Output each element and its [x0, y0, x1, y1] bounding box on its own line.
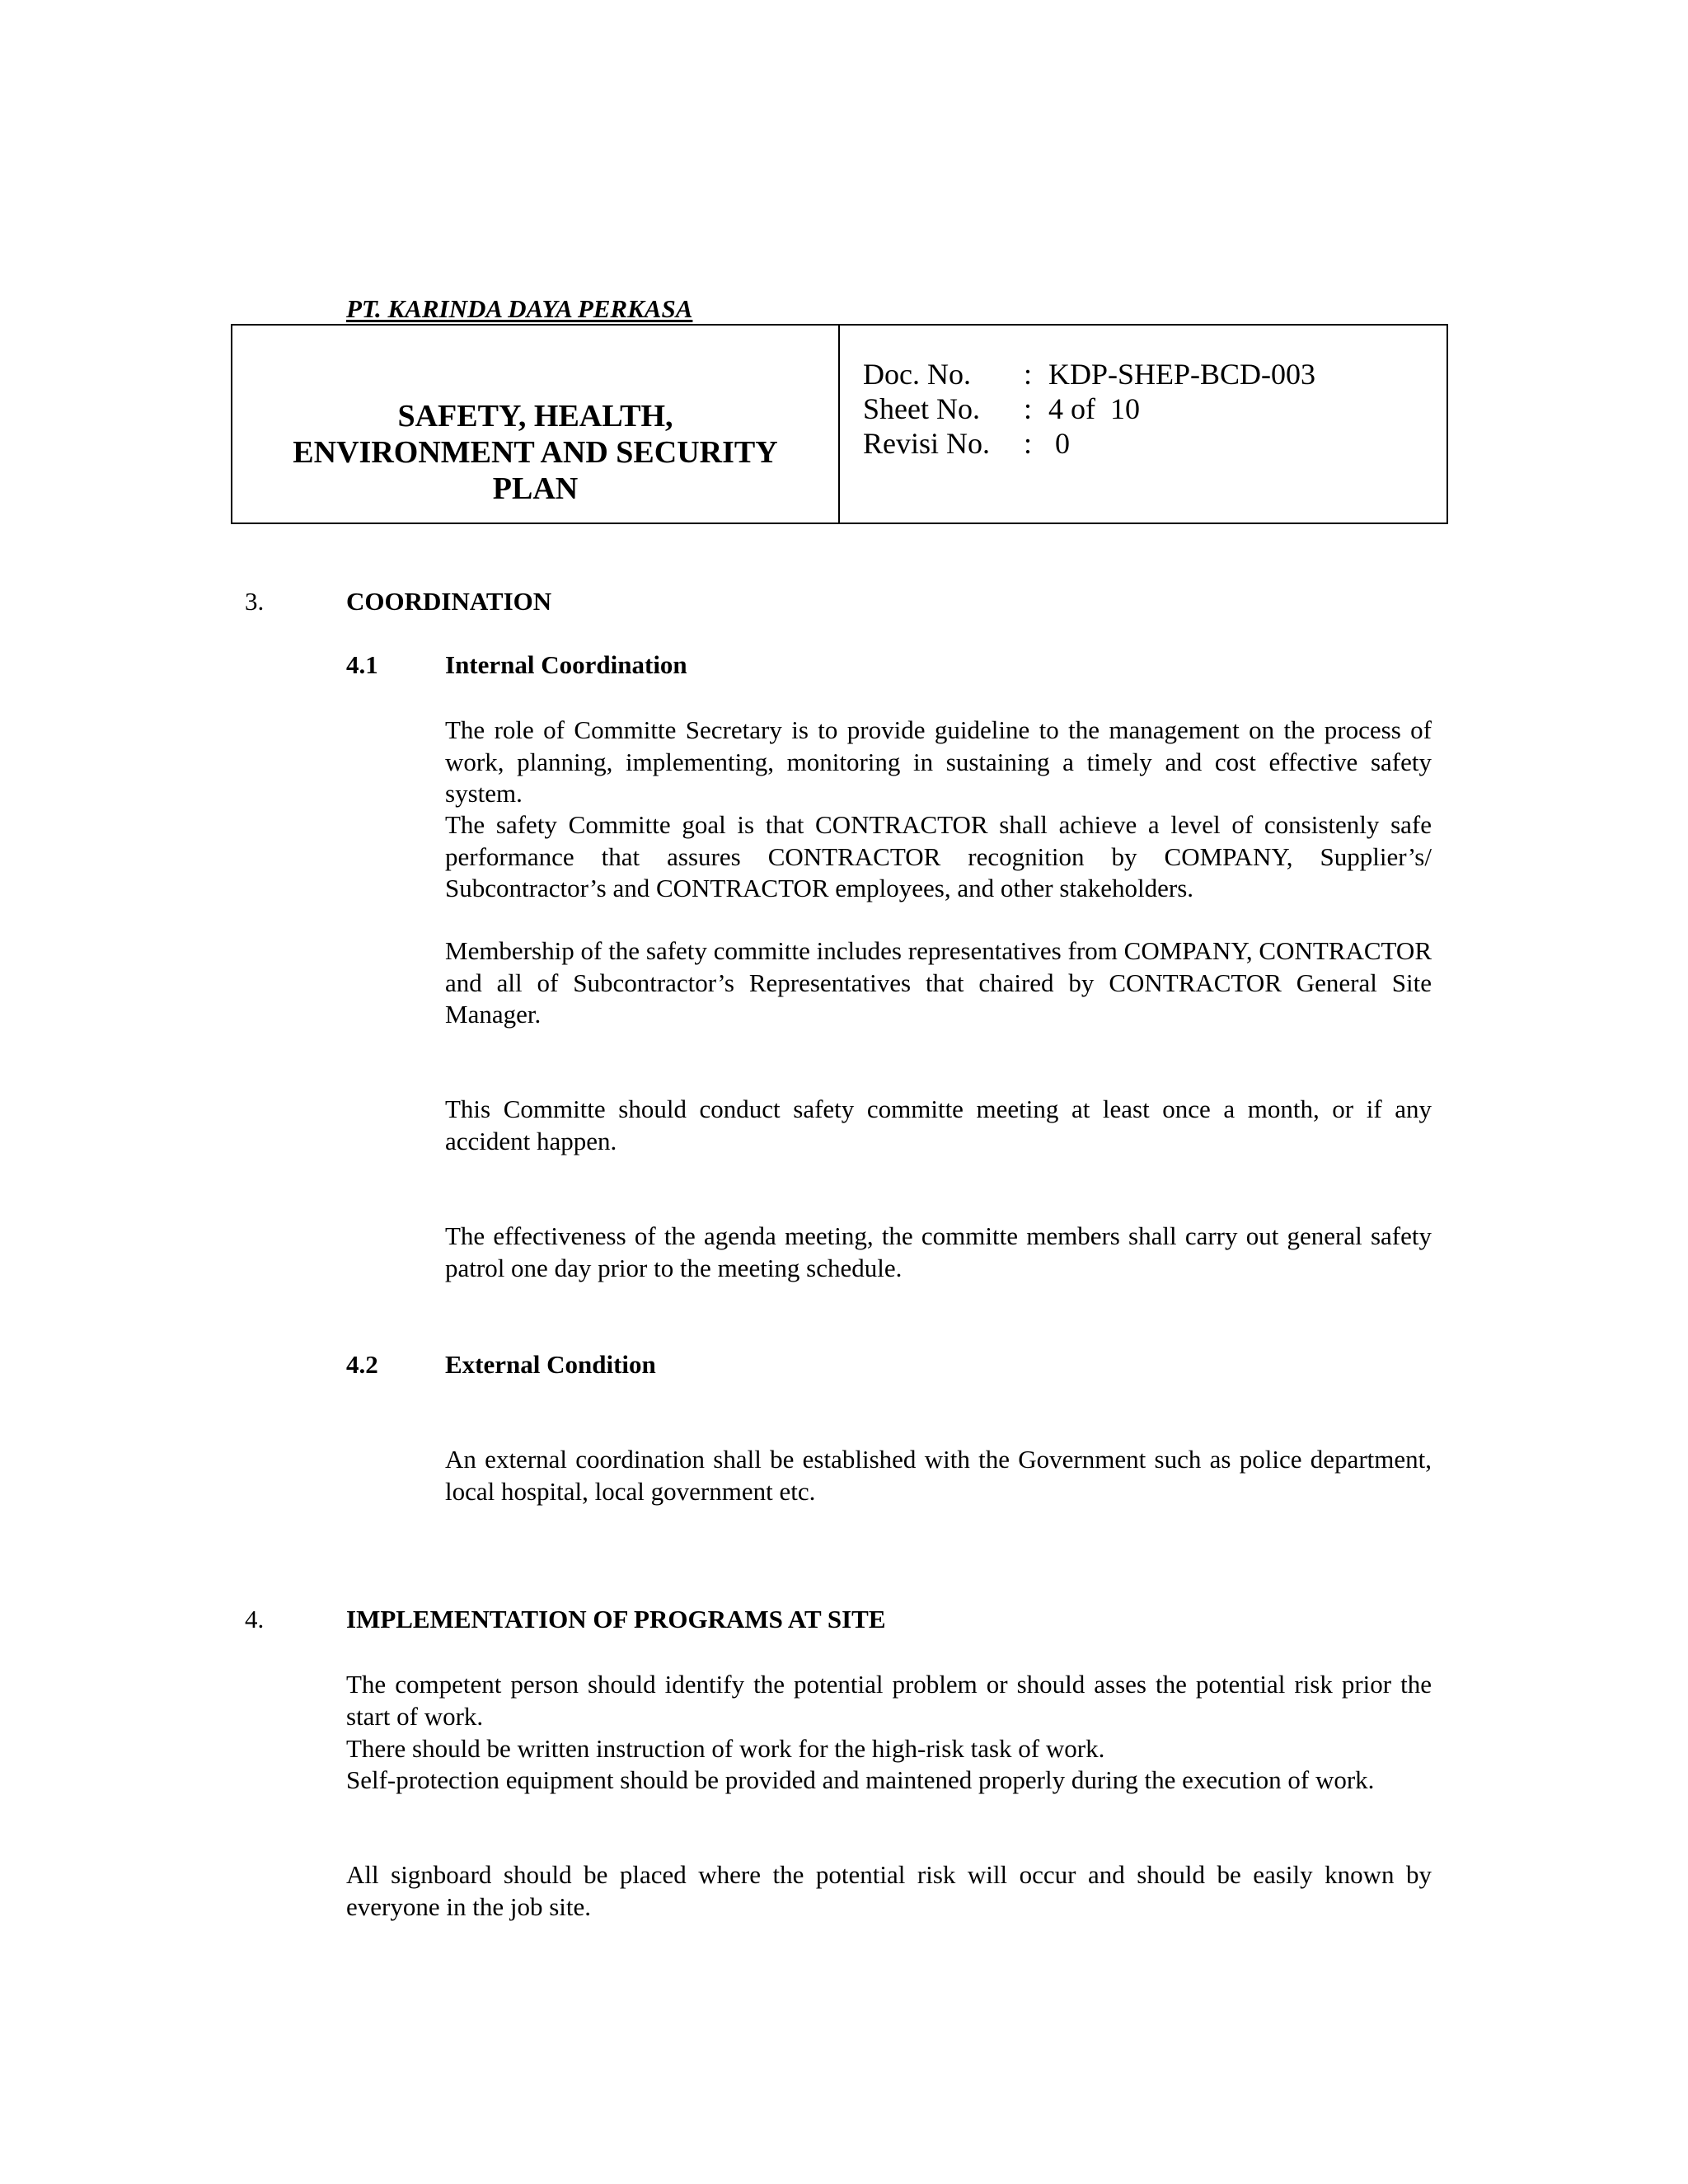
document-header-box — [231, 324, 1448, 524]
meta-separator: : — [1024, 392, 1033, 425]
meta-separator: : — [1024, 427, 1033, 460]
meta-label: Sheet No. — [863, 392, 980, 425]
header-meta-cell — [840, 326, 1447, 523]
meta-value: 0 — [1055, 427, 1070, 460]
subsection-4-1-number: 4.1 — [346, 650, 378, 679]
subsection-4-2-number: 4.2 — [346, 1350, 378, 1379]
company-name: PT. KARINDA DAYA PERKASA — [346, 294, 693, 323]
meta-label: Doc. No. — [863, 358, 971, 391]
paragraph-signboard: All signboard should be placed where the potential risk will occur and should be easily known by everyone in the job site. — [346, 1860, 1432, 1921]
paragraph-competent-person: The competent person should identify the potential problem or should asses the potential risk prior the start of work. — [346, 1670, 1432, 1731]
paragraph-committe-secretary: The role of Committe Secretary is to provide guideline to the management on the process of work, planning, implementing, monitoring in sustaining a timely and cost effective safety system. — [445, 715, 1432, 808]
section-3-title: COORDINATION — [346, 587, 552, 616]
header-title-cell — [232, 326, 840, 523]
paragraph-self-protection: Self-protection equipment should be provided and maintened properly during the execution of work. — [346, 1765, 1375, 1794]
document-title — [232, 398, 838, 507]
paragraph-committe-membership: Membership of the safety committe includes representatives from COMPANY, CONTRACTOR and all of Subcontractor’s Representatives that chaired by CONTRACTOR General Site Manager. — [445, 936, 1432, 1029]
document-meta-table — [863, 357, 1315, 461]
paragraph-safety-patrol: The effectiveness of the agenda meeting, the committe members shall carry out general safety patrol one day prior to the meeting schedule. — [445, 1221, 1432, 1282]
section-3-number: 3. — [245, 587, 265, 616]
document-title-line-3: PLAN — [492, 471, 579, 506]
document-title-line-1: SAFETY, HEALTH, — [397, 399, 673, 434]
document-title-line-2: ENVIRONMENT AND SECURITY — [293, 435, 778, 470]
meta-separator: : — [1024, 358, 1033, 391]
subsection-4-1-title: Internal Coordination — [445, 650, 687, 679]
meta-row-revisi-no — [863, 426, 1315, 461]
meta-row-doc-no — [863, 357, 1315, 391]
paragraph-written-instruction: There should be written instruction of work for the high-risk task of work. — [346, 1734, 1105, 1763]
paragraph-committe-meeting: This Committe should conduct safety committe meeting at least once a month, or if any accident happen. — [445, 1094, 1432, 1155]
section-4-number: 4. — [245, 1605, 265, 1633]
meta-value: KDP-SHEP-BCD-003 — [1048, 358, 1316, 391]
paragraph-external-coordination: An external coordination shall be established with the Government such as police department, local hospital, local government etc. — [445, 1445, 1432, 1506]
meta-row-sheet-no — [863, 391, 1315, 426]
subsection-4-2-title: External Condition — [445, 1350, 656, 1379]
paragraph-committe-goal: The safety Committe goal is that CONTRACTOR shall achieve a level of consistenly safe performance that assures CONTRACTOR recognition by COMPANY, Supplier’s/ Subcontractor’s and CONTRACTOR employees, and other stakeholders. — [445, 810, 1432, 902]
section-4-title: IMPLEMENTATION OF PROGRAMS AT SITE — [346, 1605, 886, 1633]
meta-value: 4 of 10 — [1048, 392, 1140, 425]
meta-label: Revisi No. — [863, 427, 991, 460]
